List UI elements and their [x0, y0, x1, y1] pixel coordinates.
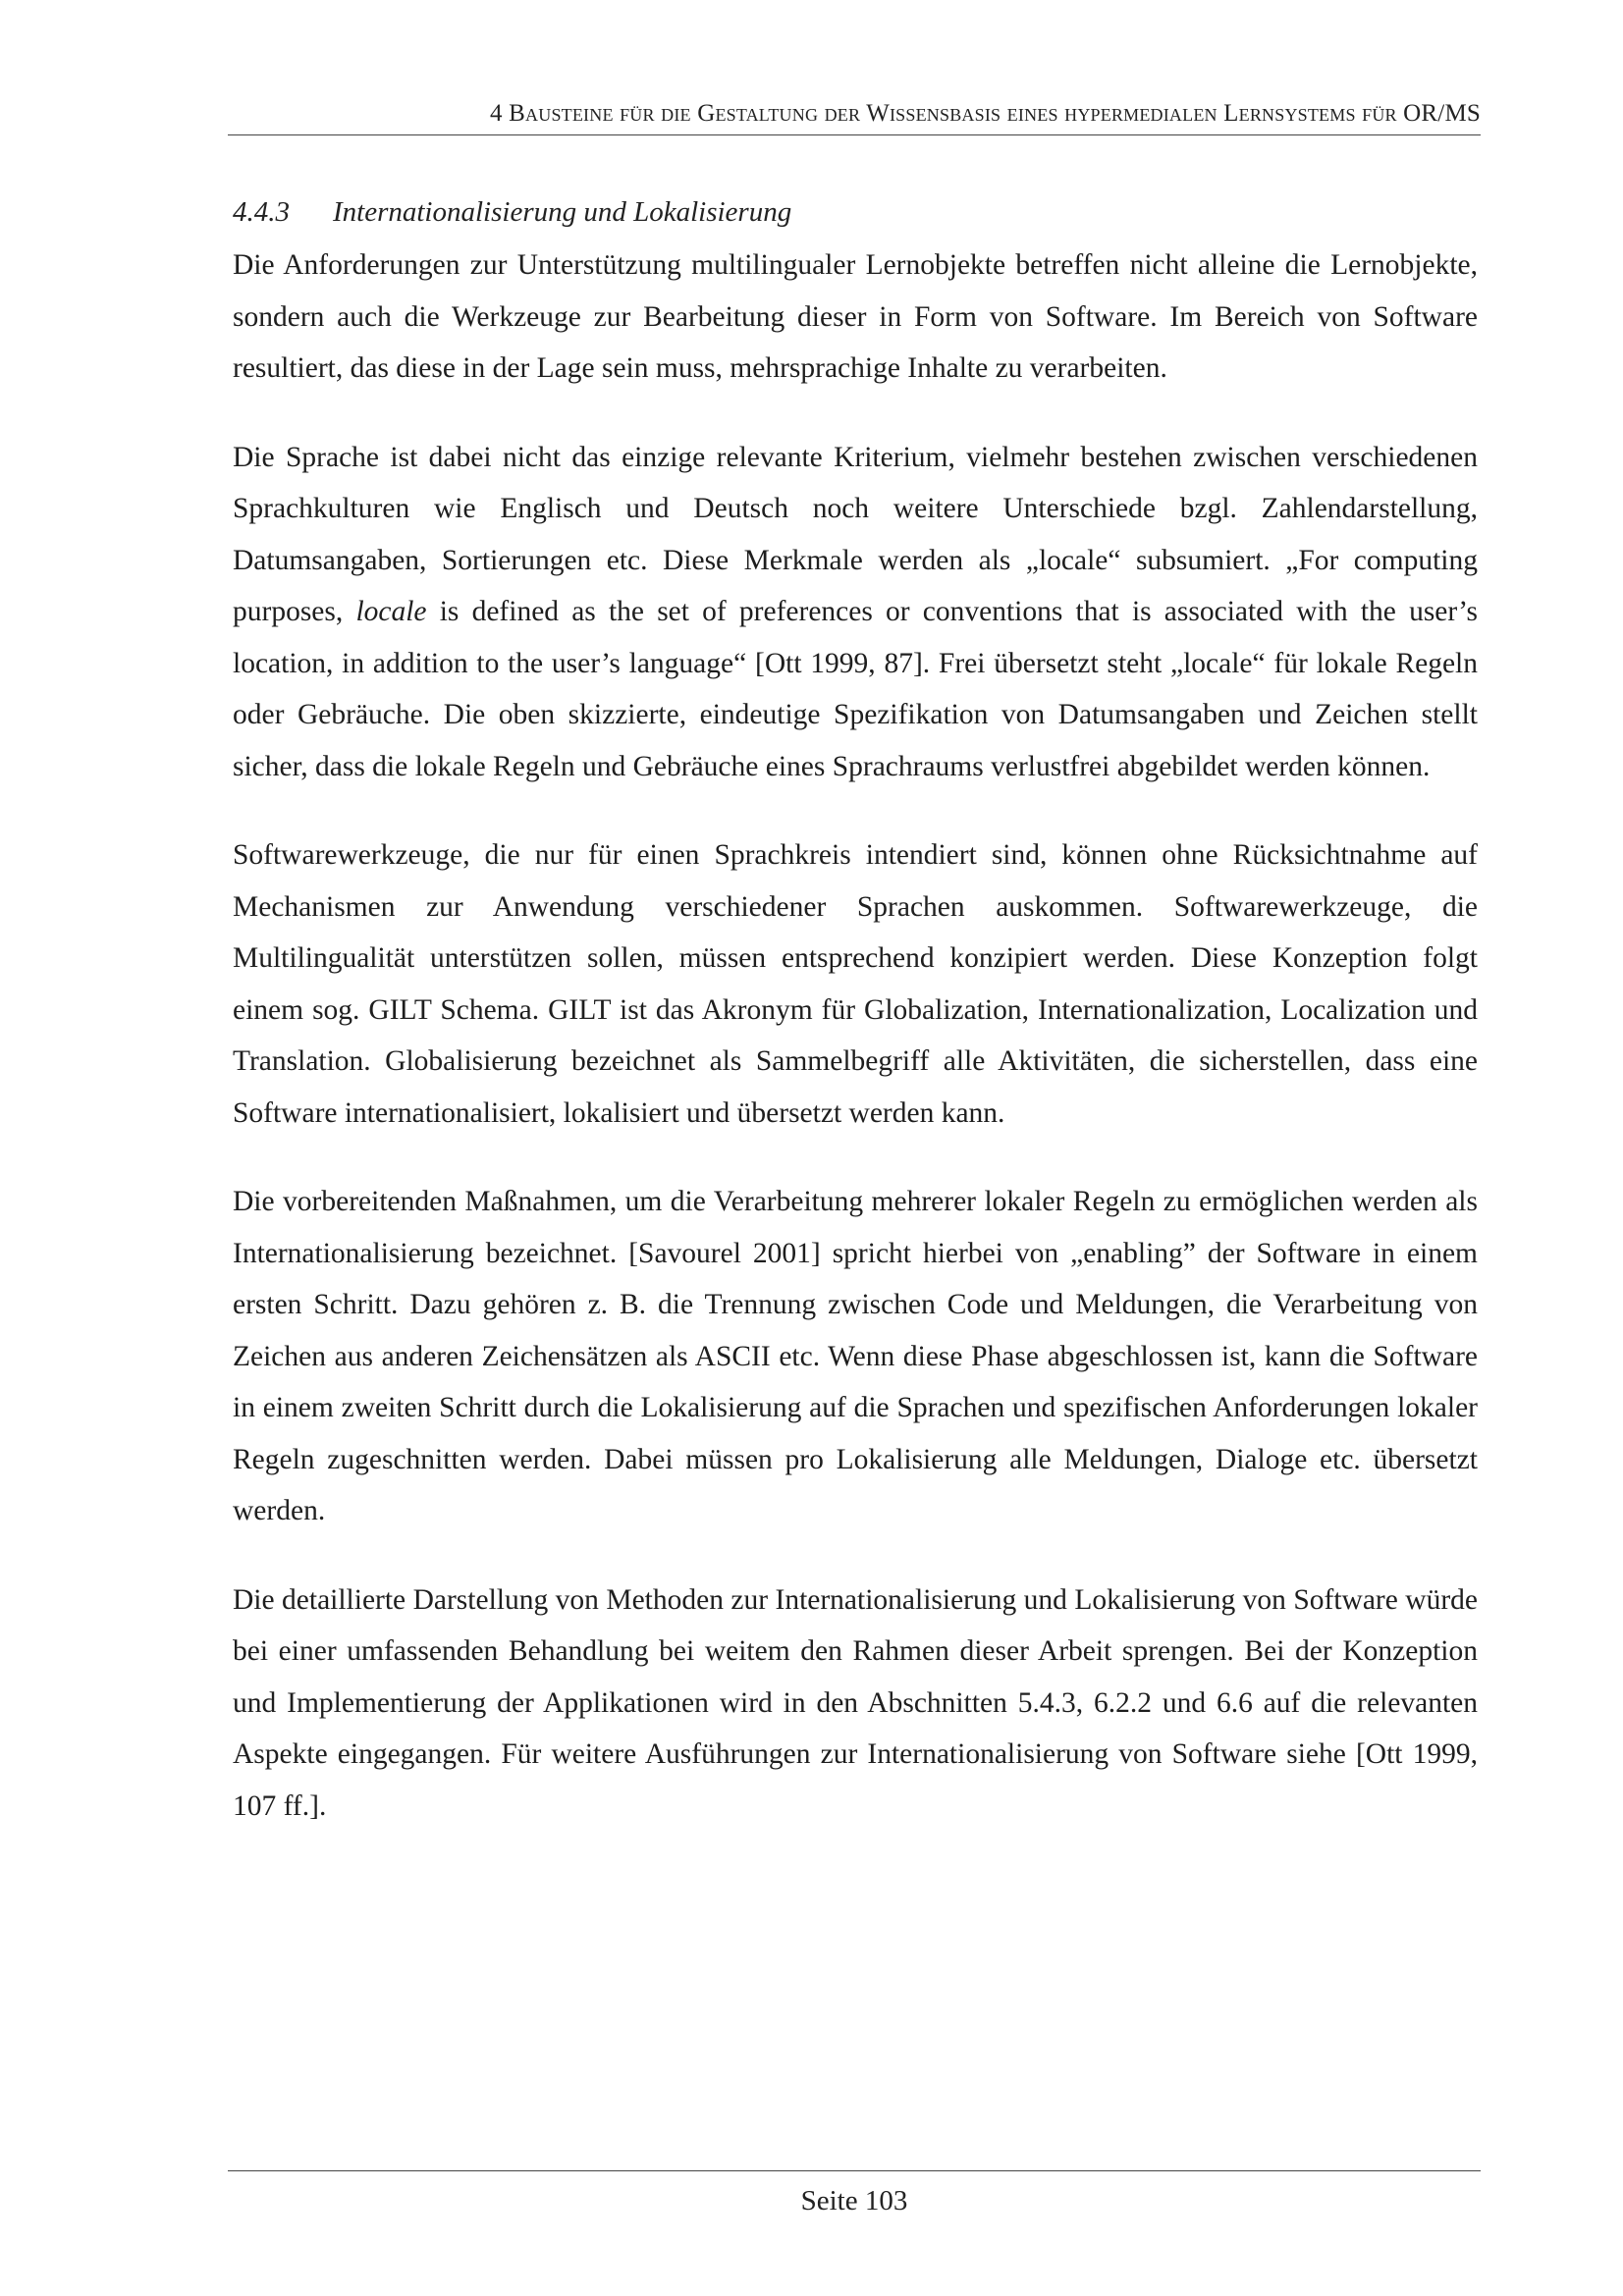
page-number: Seite 103: [800, 2185, 908, 2216]
paragraph-1: Die Anforderungen zur Unterstützung multilingualer Lernobjekte betreffen nicht alleine die Lernobjekte, sondern auch die Werkzeuge zur Bearbeitung dieser in Form von Software. Im Bereich von Software resultiert, das diese in der Lage sein muss, mehrsprachige Inhalte zu verarbeiten.: [233, 249, 1478, 384]
running-header: 4 Bausteine für die Gestaltung der Wissensbasis eines hypermedialen Lernsystems für OR/MS: [490, 100, 1481, 127]
paragraph-2-emphasis: locale: [355, 596, 427, 627]
paragraph-5: Die detaillierte Darstellung von Methoden zur Internationalisierung und Lokalisierung von Software würde bei einer umfassenden Behandlung bei weitem den Rahmen dieser Arbeit sprengen. Bei der Konzeption und Implementierung der Applikationen wird in den Abschnitten 5.4.3, 6.2.2 und 6.6 auf die relevanten Aspekte eingegangen. Für weitere Ausführungen zur Internationalisierung von Software siehe [Ott 1999, 107 ff.].: [233, 1583, 1478, 1822]
section-number: 4.4.3: [233, 196, 290, 228]
section-title: Internationalisierung und Lokalisierung: [333, 196, 792, 228]
section-heading: [233, 192, 1478, 232]
paragraph-4: Die vorbereitenden Maßnahmen, um die Verarbeitung mehrerer lokaler Regeln zu ermöglichen werden als Internationalisierung bezeichnet. [Savourel 2001] spricht hierbei von „enabling” der Software in einem ersten Schritt. Dazu gehören z. B. die Trennung zwischen Code und Meldungen, die Verarbeitung von Zeichen aus anderen Zeichensätzen als ASCII etc. Wenn diese Phase abgeschlossen ist, kann die Software in einem zweiten Schritt durch die Lokalisierung auf die Sprachen und spezifischen Anforderungen lokaler Regeln zugeschnitten werden. Dabei müssen pro Lokalisierung alle Meldungen, Dialoge etc. übersetzt werden.: [233, 1186, 1478, 1526]
header-divider: [228, 134, 1481, 135]
paragraph-2: [233, 432, 1478, 793]
footer-divider: [228, 2170, 1481, 2171]
paragraph-2-part-2: is defined as the set of preferences or conventions that is associated with the user’s location, in addition to the user’s language“ [Ott 1999, 87]. Frei übersetzt steht „locale“ für lokale Regeln oder Gebräuche. Die oben skizzierte, eindeutige Spezifikation von Datumsangaben und Zeichen stellt sicher, dass die lokale Regeln und Gebräuche eines Sprachraums verlustfrei abgebildet werden können.: [233, 596, 1478, 782]
page-content: [233, 192, 1478, 1869]
paragraph-3: Softwarewerkzeuge, die nur für einen Sprachkreis intendiert sind, können ohne Rücksichtnahme auf Mechanismen zur Anwendung verschiedener Sprachen auskommen. Softwarewerkzeuge, die Multilingualität unterstützen sollen, müssen entsprechend konzipiert werden. Diese Konzeption folgt einem sog. GILT Schema. GILT ist das Akronym für Globalization, Internationalization, Localization und Translation. Globalisierung bezeichnet als Sammelbegriff alle Aktivitäten, die sicherstellen, dass eine Software internationalisiert, lokalisiert und übersetzt werden kann.: [233, 839, 1478, 1129]
paragraph-2-part-1: Die Sprache ist dabei nicht das einzige relevante Kriterium, vielmehr bestehen zwischen verschiedenen Sprachkulturen wie Englisch und Deutsch noch weitere Unterschiede bzgl. Zahlendarstellung, Datumsangaben, Sortierungen etc. Diese Merkmale werden als „locale“ subsumiert. „For computing purposes,: [233, 441, 1478, 627]
